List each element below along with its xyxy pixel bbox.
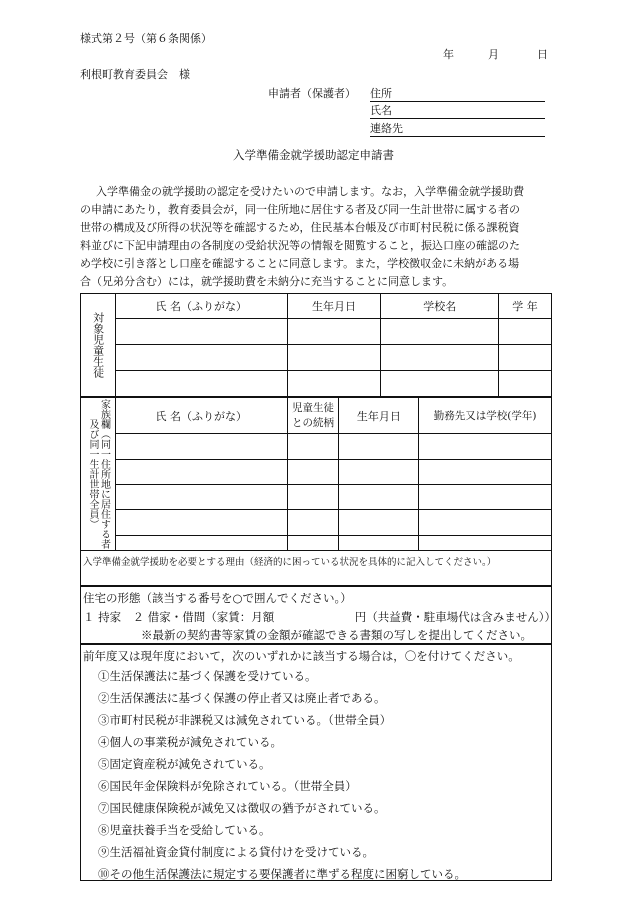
family-side-label-cell xyxy=(81,398,116,551)
family-header-name: 氏 名（ふりがな） xyxy=(115,398,287,434)
document-title: 入学準備金就学援助認定申請書 xyxy=(233,148,394,162)
table-row xyxy=(81,345,552,371)
student-name-cell[interactable] xyxy=(115,345,287,371)
family-header-relation: 児童生徒との続柄 xyxy=(287,398,339,434)
date-year-label: 年 xyxy=(443,48,454,61)
name-label: 氏名 xyxy=(370,104,392,117)
students-side-label: 対象児童生徒 xyxy=(91,312,105,378)
students-header-name: 氏 名（ふりがな） xyxy=(115,294,287,319)
table-row xyxy=(81,371,552,397)
checklist-item-10[interactable]: ⑩その他生活保護法に規定する要保護者に準ずる程度に困窮している。 xyxy=(98,867,466,881)
family-birthdate-cell[interactable] xyxy=(339,535,419,550)
address-label: 住所 xyxy=(370,87,392,100)
checklist-item-8[interactable]: ⑧児童扶養手当を受給している。 xyxy=(98,823,271,837)
students-header-school: 学校名 xyxy=(381,294,499,319)
table-row xyxy=(81,434,552,459)
students-header-grade: 学 年 xyxy=(499,294,552,319)
table-row xyxy=(81,510,552,535)
table-row xyxy=(81,459,552,484)
reason-box[interactable] xyxy=(80,550,552,586)
form-number: 様式第２号（第６条関係） xyxy=(80,32,212,45)
family-workplace-cell[interactable] xyxy=(419,510,552,535)
housing-label: 住宅の形態（該当する番号を○で囲んでください。） xyxy=(83,591,352,605)
student-birthdate-cell[interactable] xyxy=(287,371,381,397)
family-birthdate-cell[interactable] xyxy=(339,485,419,510)
student-name-cell[interactable] xyxy=(115,319,287,345)
student-school-cell[interactable] xyxy=(381,371,499,397)
date-day-label: 日 xyxy=(537,48,548,61)
family-birthdate-cell[interactable] xyxy=(339,459,419,484)
address-field[interactable] xyxy=(370,85,545,102)
housing-note: ※最新の契約書等家賃の金額が確認できる書類の写しを提出してください。 xyxy=(141,628,532,642)
applicant-label: 申請者（保護者） xyxy=(268,87,356,100)
family-relation-cell[interactable] xyxy=(287,459,339,484)
family-name-cell[interactable] xyxy=(115,459,287,484)
table-row xyxy=(81,485,552,510)
family-name-cell[interactable] xyxy=(115,485,287,510)
family-workplace-cell[interactable] xyxy=(419,485,552,510)
body-line-3: 世帯の構成及び所得の状況等を確認するため，住民基本台帳及び市町村民税に係る課税資 xyxy=(80,221,520,234)
students-table xyxy=(80,293,552,397)
body-line-4: 料並びに下記申請理由の各制度の受給状況等の情報を閲覧すること，振込口座の確認のた xyxy=(80,239,520,252)
checklist-item-9[interactable]: ⑨生活福祉資金貸付制度による貸付けを受けている。 xyxy=(98,845,374,859)
student-grade-cell[interactable] xyxy=(499,319,552,345)
housing-box xyxy=(80,586,557,644)
family-workplace-cell[interactable] xyxy=(419,535,552,550)
body-line-1: 入学準備金の就学援助の認定を受けたいので申請します。なお，入学準備金就学援助費 xyxy=(96,185,525,198)
contact-field[interactable] xyxy=(370,120,545,137)
family-name-cell[interactable] xyxy=(115,434,287,459)
family-name-cell[interactable] xyxy=(115,535,287,550)
table-row xyxy=(81,535,552,550)
date-month-label: 月 xyxy=(488,48,499,61)
checklist-item-1[interactable]: ①生活保護法に基づく保護を受けている。 xyxy=(98,669,317,683)
family-side-label: 家族欄（同一住所地に居住する者及び同一生計世帯全員） xyxy=(86,399,110,549)
student-grade-cell[interactable] xyxy=(499,345,552,371)
family-relation-cell[interactable] xyxy=(287,434,339,459)
checklist-item-5[interactable]: ⑤固定資産税が減免されている。 xyxy=(98,757,271,771)
checklist-item-2[interactable]: ②生活保護法に基づく保護の停止者又は廃止者である。 xyxy=(98,691,386,705)
checklist-item-4[interactable]: ④個人の事業税が減免されている。 xyxy=(98,735,282,749)
family-relation-cell[interactable] xyxy=(287,510,339,535)
family-header-workplace: 勤務先又は学校(学年) xyxy=(419,398,552,434)
student-school-cell[interactable] xyxy=(381,319,499,345)
family-name-cell[interactable] xyxy=(115,510,287,535)
checklist-item-6[interactable]: ⑥国民年金保険料が免除されている。（世帯全員） xyxy=(98,779,357,793)
family-workplace-cell[interactable] xyxy=(419,434,552,459)
student-name-cell[interactable] xyxy=(115,371,287,397)
students-header-birthdate: 生年月日 xyxy=(287,294,381,319)
student-school-cell[interactable] xyxy=(381,345,499,371)
reason-label: 入学準備金就学援助を必要とする理由（経済的に困っている状況を具体的に記入してください。） xyxy=(83,557,497,568)
family-header-birthdate: 生年月日 xyxy=(339,398,419,434)
students-side-label-cell xyxy=(81,294,116,397)
checklist-intro: 前年度又は現年度において，次のいずれかに該当する場合は，〇を付けてください。 xyxy=(83,649,520,663)
table-row xyxy=(81,319,552,345)
student-birthdate-cell[interactable] xyxy=(287,345,381,371)
student-birthdate-cell[interactable] xyxy=(287,319,381,345)
name-field[interactable] xyxy=(370,102,545,119)
housing-options[interactable]: １ 持家 ２ 借家・借間（家賃：月額 円（共益費・駐車場代は含みません）） xyxy=(83,610,557,624)
addressee: 利根町教育委員会 様 xyxy=(80,68,190,81)
family-workplace-cell[interactable] xyxy=(419,459,552,484)
family-relation-cell[interactable] xyxy=(287,535,339,550)
checklist-item-7[interactable]: ⑦国民健康保険税が減免又は徴収の猶予がされている。 xyxy=(98,801,386,815)
family-relation-cell[interactable] xyxy=(287,485,339,510)
contact-label: 連絡先 xyxy=(370,122,403,135)
family-birthdate-cell[interactable] xyxy=(339,510,419,535)
body-line-6: 合（兄弟分含む）には，就学援助費を未納分に充当することに同意します。 xyxy=(80,275,454,288)
checklist-item-3[interactable]: ③市町村民税が非課税又は減免されている。（世帯全員） xyxy=(98,713,392,727)
student-grade-cell[interactable] xyxy=(499,371,552,397)
family-table xyxy=(80,397,552,551)
body-line-2: の申請にあたり，教育委員会が，同一住所地に居住する者及び同一生計世帯に属する者の xyxy=(80,203,520,216)
body-line-5: め学校に引き落とし口座を確認することに同意します。また，学校徴収金に未納がある場 xyxy=(80,257,520,270)
family-birthdate-cell[interactable] xyxy=(339,434,419,459)
